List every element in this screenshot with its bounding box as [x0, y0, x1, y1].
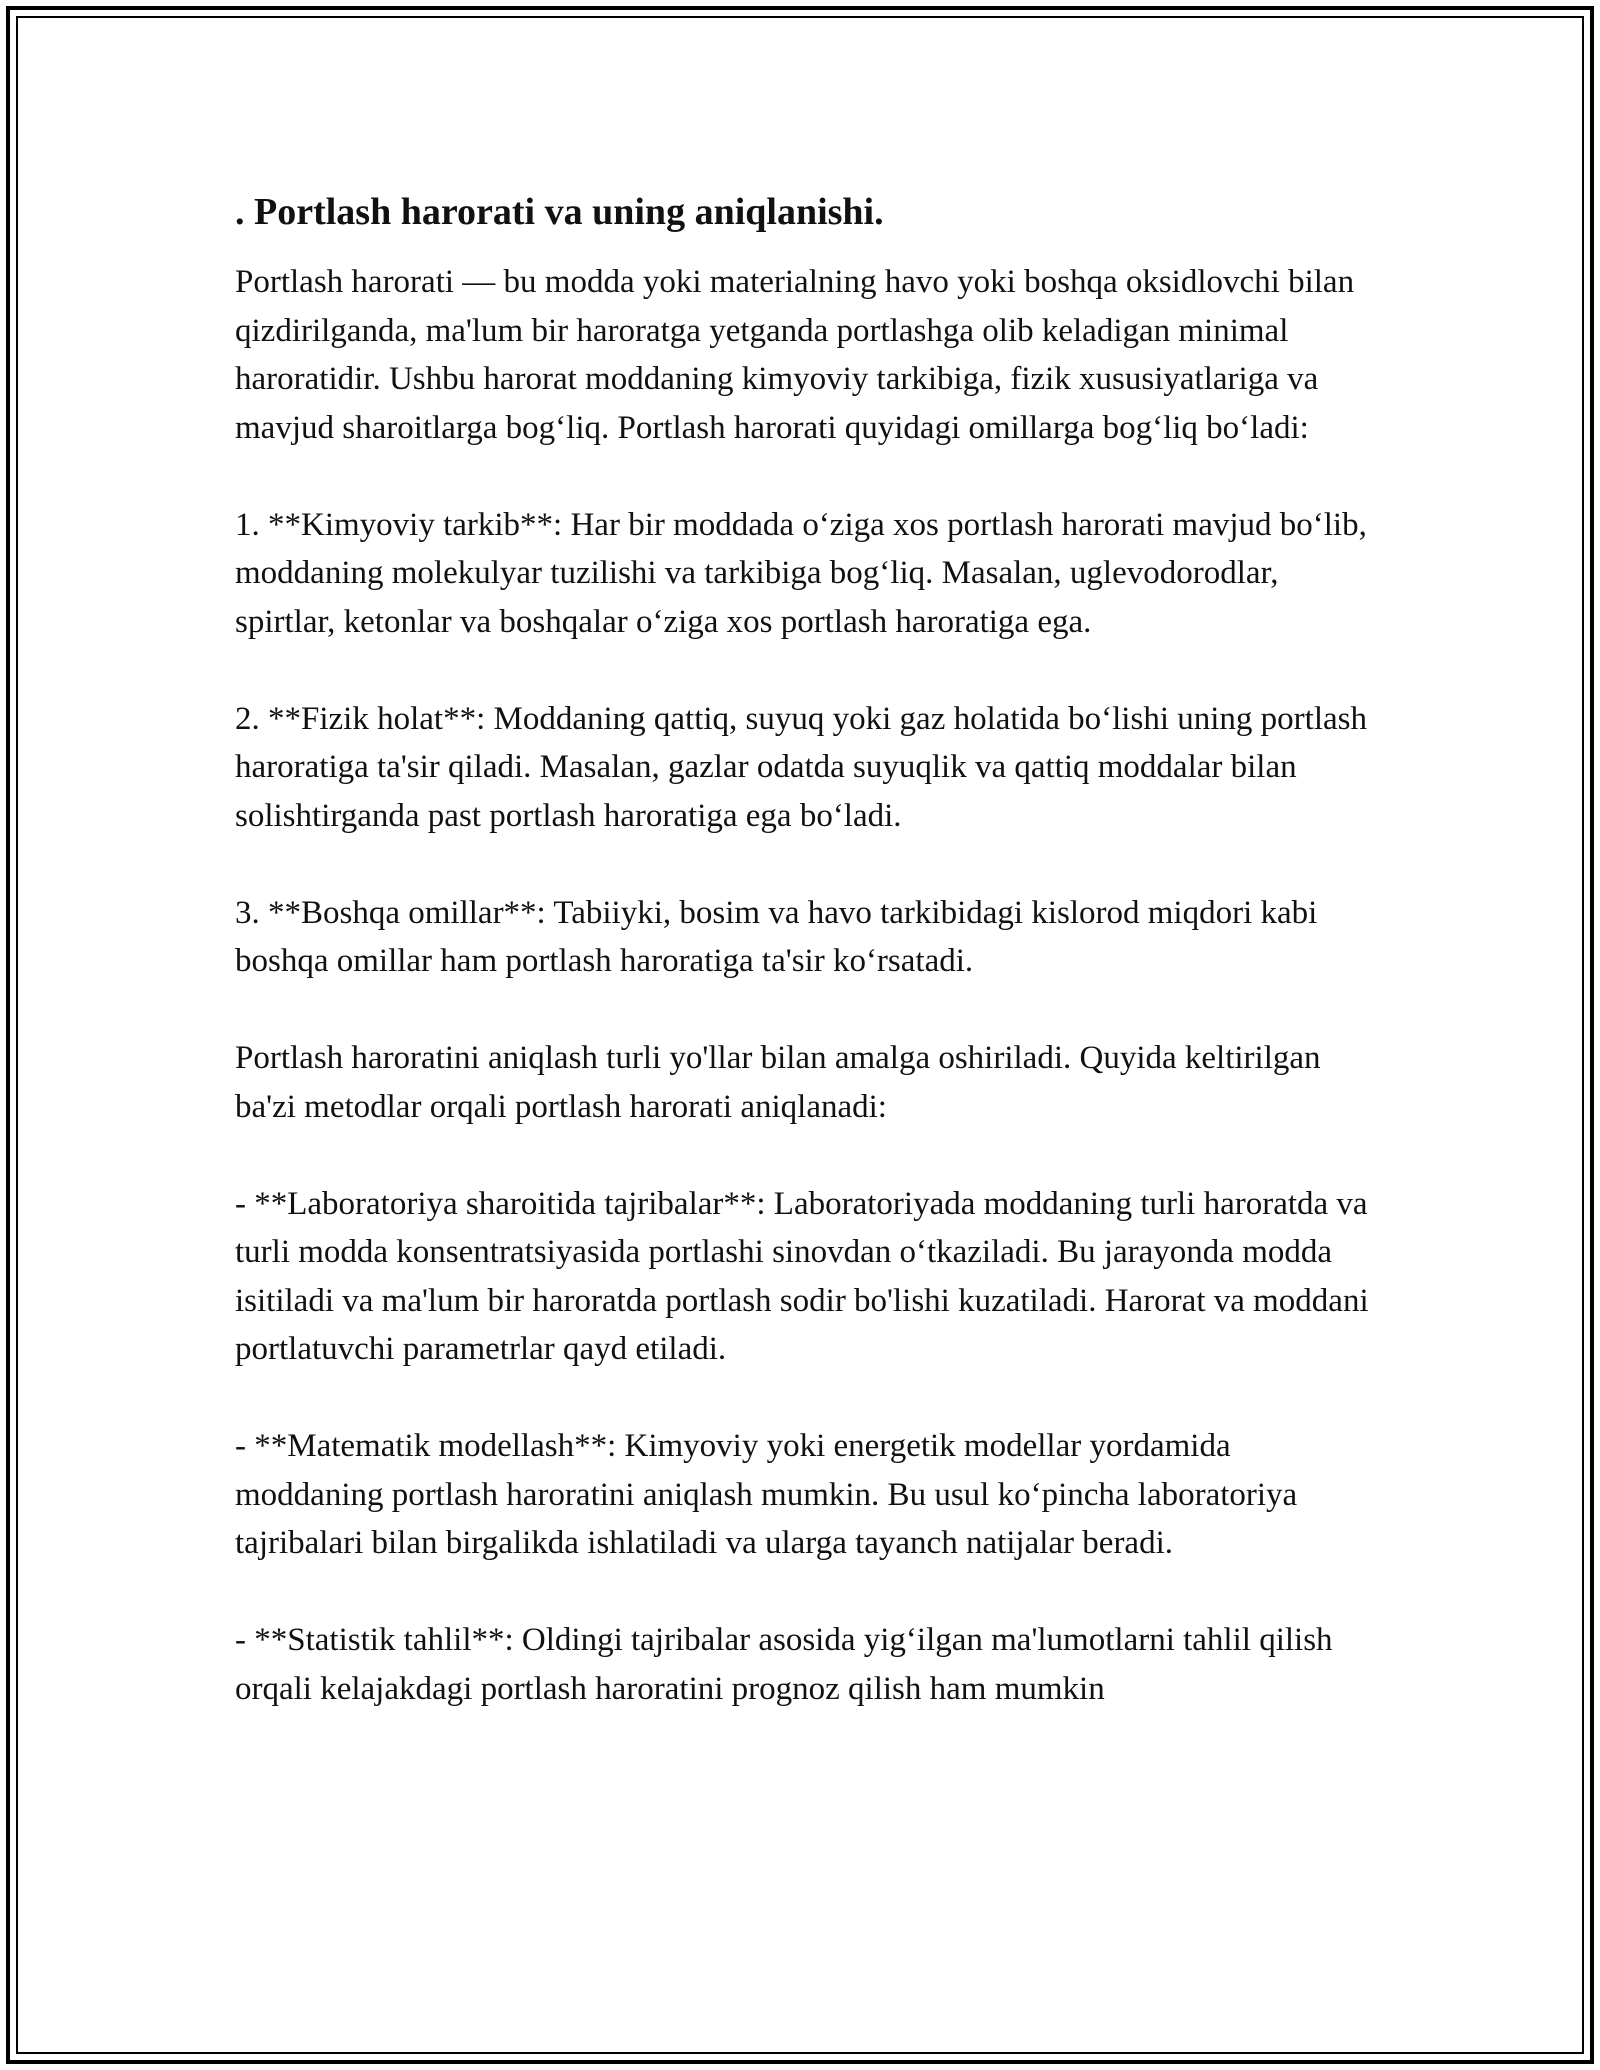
document-title: . Portlash harorati va uning aniqlanishi. — [235, 191, 884, 233]
paragraph-laboratory-experiments: - **Laboratoriya sharoitida tajribalar**: Laboratoriyada moddaning turli haroratda va turli modda konsentratsiyasida portlashi sinovdan o‘tkaziladi. Bu jarayonda modda isitiladi va ma'lum bir haroratda portlash sodir bo'lishi kuzatiladi. Harorat va moddani portlatuvchi parametrlar qayd etiladi. — [235, 1185, 1369, 1367]
paragraph-chemical-composition: 1. **Kimyoviy tarkib**: Har bir moddada o‘ziga xos portlash harorati mavjud bo‘lib, moddaning molekulyar tuzilishi va tarkibiga bog‘liq. Masalan, uglevodorodlar, spirtlar, ketonlar va boshqalar o‘ziga xos portlash haroratiga ega. — [235, 506, 1367, 640]
paragraph-methods-intro: Portlash haroratini aniqlash turli yo'llar bilan amalga oshiriladi. Quyida keltirilgan ba'zi metodlar orqali portlash harorati aniqlanadi: — [235, 1040, 1321, 1125]
paragraph-physical-state: 2. **Fizik holat**: Moddaning qattiq, suyuq yoki gaz holatida bo‘lishi uning portlash haroratiga ta'sir qiladi. Masalan, gazlar odatda suyuqlik va qattiq moddalar bilan solishtirganda past portlash haroratiga ega bo‘ladi. — [235, 700, 1367, 834]
paragraph-other-factors: 3. **Boshqa omillar**: Tabiiyki, bosim va havo tarkibidagi kislorod miqdori kabi boshqa omillar ham portlash haroratiga ta'sir ko‘rsatadi. — [235, 894, 1318, 979]
paragraph-statistical-analysis: - **Statistik tahlil**: Oldingi tajribalar asosida yig‘ilgan ma'lumotlarni tahlil qilish orqali kelajakdagi portlash haroratini prognoz qilish ham mumkin — [235, 1622, 1333, 1707]
document-body — [235, 186, 1380, 1762]
paragraph-mathematical-modeling: - **Matematik modellash**: Kimyoviy yoki energetik modellar yordamida moddaning portlash haroratini aniqlash mumkin. Bu usul ko‘pincha laboratoriya tajribalari bilan birgalikda ishlatiladi va ularga tayanch natijalar beradi. — [235, 1428, 1298, 1561]
paragraph-intro: Portlash harorati — bu modda yoki materialning havo yoki boshqa oksidlovchi bilan qizdirilganda, ma'lum bir haroratga yetganda portlashga olib keladigan minimal haroratidir. Ushbu harorat moddaning kimyoviy tarkibiga, fizik xususiyatlariga va mavjud sharoitlarga bog‘liq. Portlash harorati quyidagi omillarga bog‘liq bo‘ladi: — [235, 264, 1355, 446]
